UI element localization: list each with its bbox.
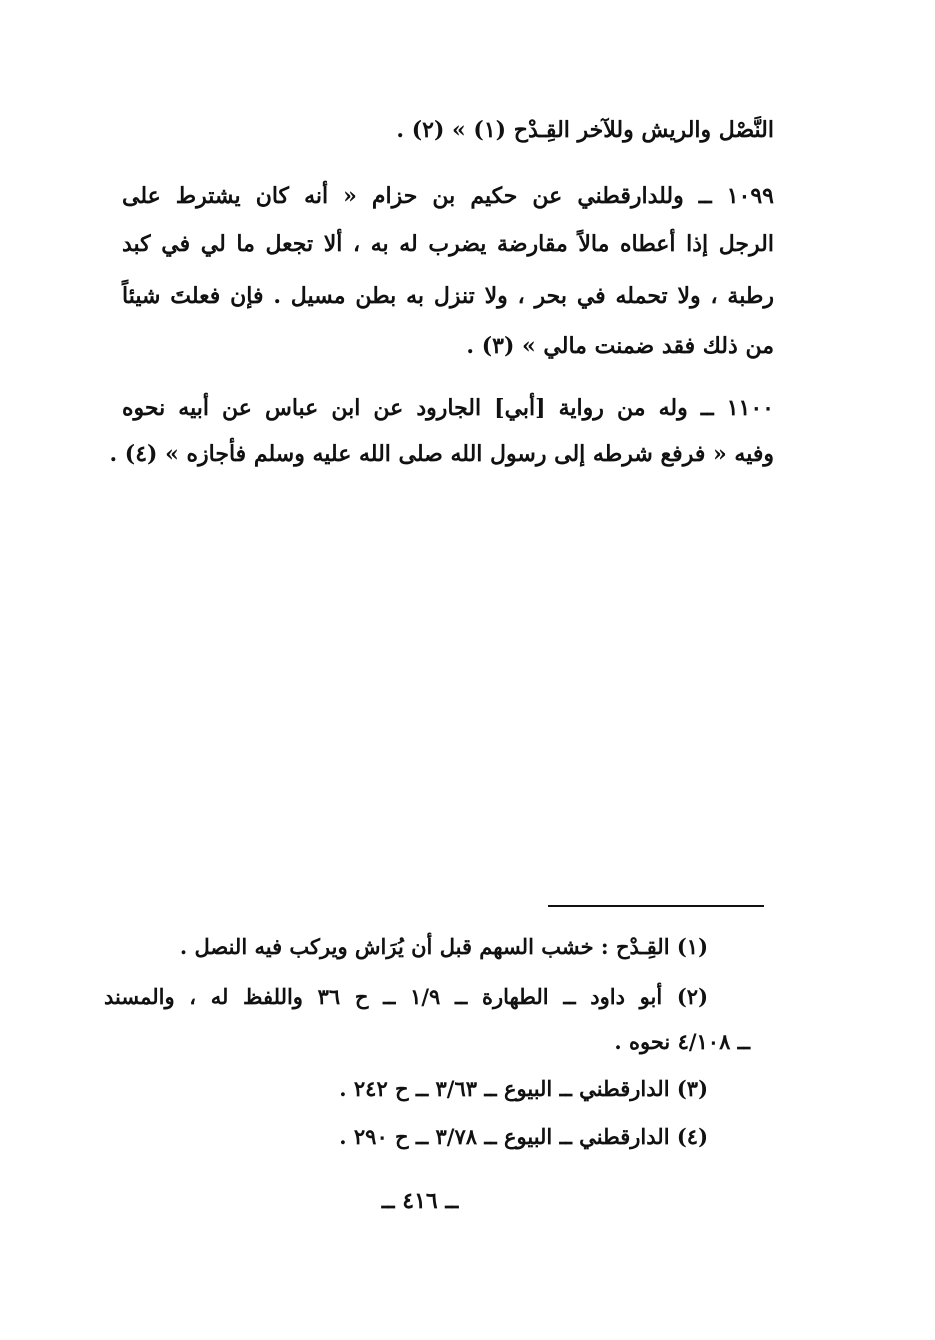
body-line-2: ١٠٩٩ ــ وللدارقطني عن حكيم بن حزام « أنه كان يشترط على xyxy=(122,183,774,209)
footnote-1: (١) القِـدْح : خشب السهم قبل أن يُرَاش ويركب فيه النصل . xyxy=(179,934,708,959)
body-line-5: من ذلك فقد ضمنت مالي » (٣) . xyxy=(466,333,774,359)
body-line-7: وفيه « فرفع شرطه إلى رسول الله صلى الله عليه وسلم فأجازه » (٤) . xyxy=(109,441,774,467)
footnote-separator xyxy=(548,905,764,907)
body-line-6: ١١٠٠ ــ وله من رواية [أبي] الجارود عن ابن عباس عن أبيه نحوه xyxy=(122,395,774,421)
body-line-1: النَّصْل والريش وللآخر القِـدْح (١) » (٢) . xyxy=(396,117,774,143)
body-line-3: الرجل إذا أعطاه مالاً مقارضة يضرب له به ، ألا تجعل ما لي في كبد xyxy=(122,231,774,257)
footnote-4: (٤) الدارقطني ــ البيوع ــ ٣/٧٨ ــ ح ٢٩٠ . xyxy=(339,1124,708,1149)
page-number: ــ ٤١٦ ــ xyxy=(381,1188,459,1214)
footnote-3: (٣) الدارقطني ــ البيوع ــ ٣/٦٣ ــ ح ٢٤٢ . xyxy=(339,1076,708,1101)
footnote-2: (٢) أبو داود ــ الطهارة ــ ١/٩ ــ ح ٣٦ واللفظ له ، والمسند xyxy=(104,984,709,1009)
body-line-4: رطبة ، ولا تحمله في بحر ، ولا تنزل به بطن مسيل . فإن فعلتَ شيئاً xyxy=(122,283,774,309)
footnote-2-continuation: ــ ٤/١٠٨ نحوه . xyxy=(614,1029,750,1054)
